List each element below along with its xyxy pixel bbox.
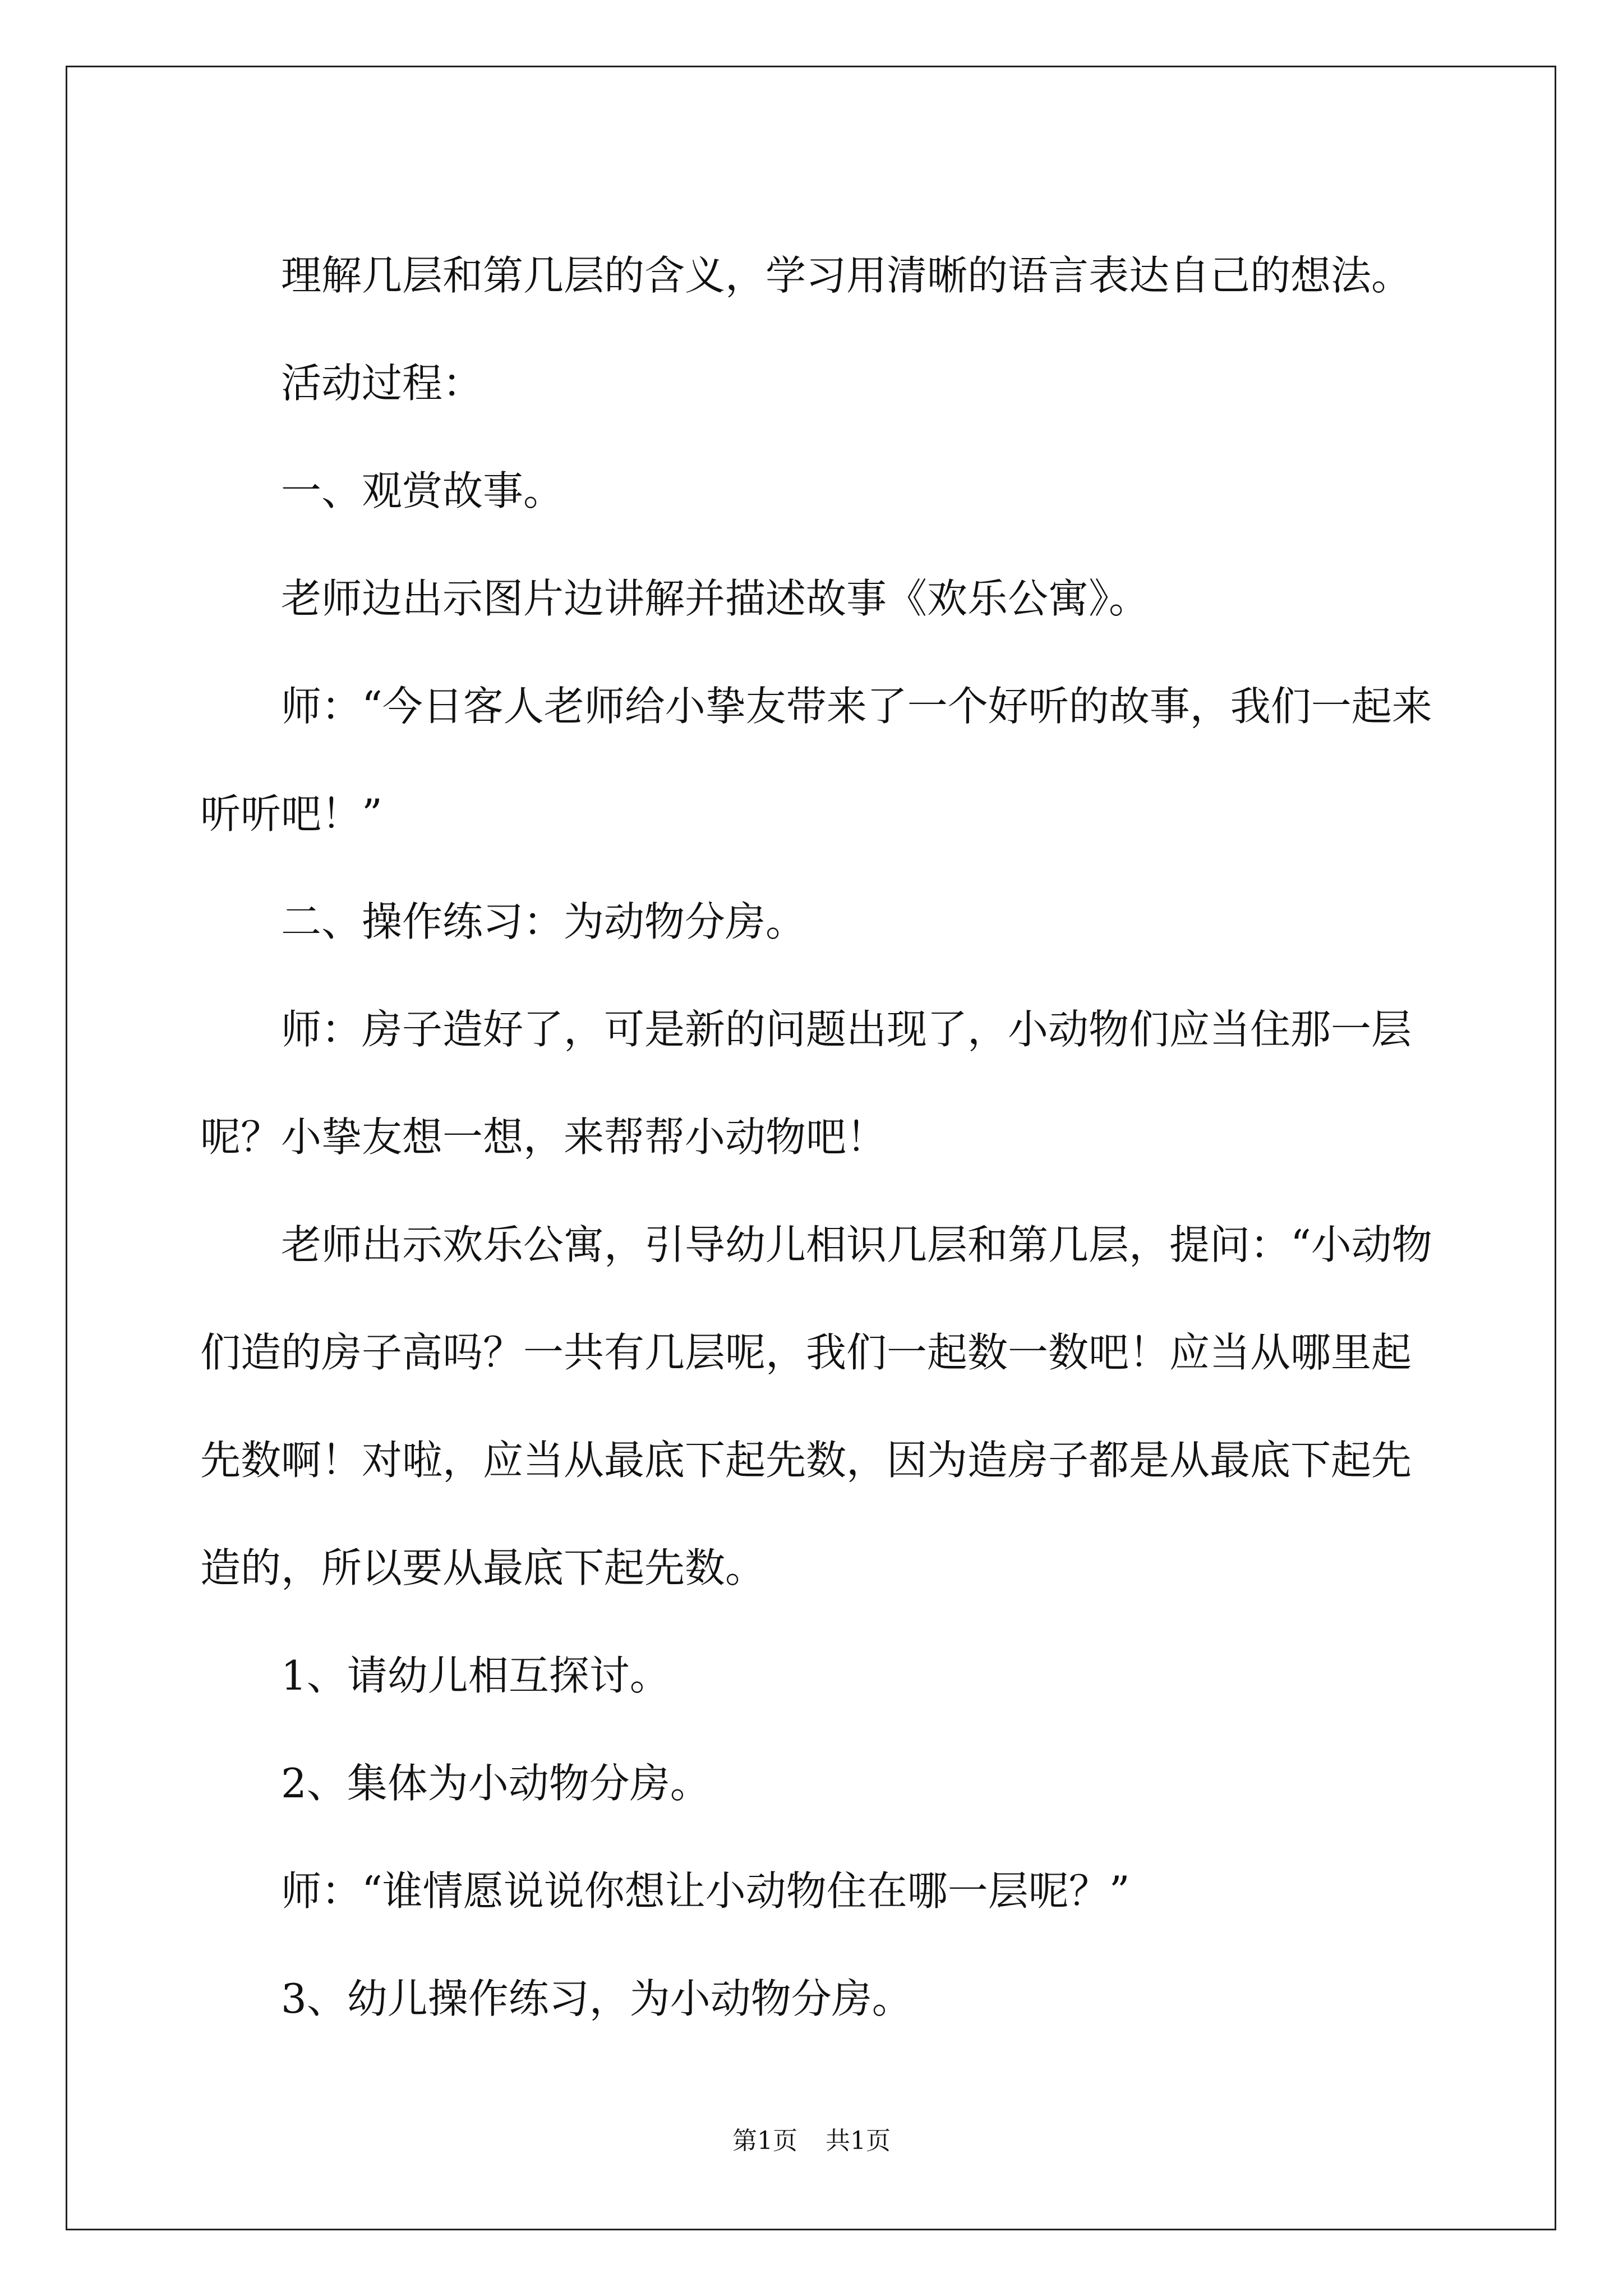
- paragraph-8: 老师出示欢乐公寓，引导幼儿相识几层和第几层，提问：“小动物们造的房子高吗？一共有几层呢，我们一起数一数吧！应当从哪里起先数啊！对啦，应当从最底下起先数，因为造房子都是从最底下起先造的，所以要从最底下起先数。: [200, 1221, 1432, 1591]
- page-footer: [0, 2120, 1623, 2156]
- page-total: 共1页: [826, 2127, 891, 2155]
- paragraph-2: 活动过程：: [281, 360, 483, 407]
- paragraph-9: 1、请幼儿相互探讨。: [281, 1652, 670, 1699]
- paragraph-12: 3、幼儿操作练习，为小动物分房。: [281, 1975, 912, 2022]
- paragraph-10: 2、集体为小动物分房。: [281, 1760, 711, 1807]
- paragraph-1: 理解几层和第几层的含义，学习用清晰的语言表达自己的想法。: [281, 252, 1412, 299]
- document-body: [200, 222, 1434, 2053]
- paragraph-4: 老师边出示图片边讲解并描述故事《欢乐公寓》。: [281, 575, 1150, 622]
- paragraph-5: 师：“今日客人老师给小挚友带来了一个好听的故事，我们一起来听听吧！”: [200, 683, 1432, 838]
- page-number: 第1页: [732, 2127, 797, 2155]
- paragraph-6: 二、操作练习：为动物分房。: [281, 898, 806, 945]
- paragraph-7: 师：房子造好了，可是新的问题出现了，小动物们应当住那一层呢？小挚友想一想，来帮帮小动物吧！: [200, 1006, 1412, 1161]
- paragraph-3: 一、观赏故事。: [281, 467, 564, 514]
- paragraph-11: 师：“谁情愿说说你想让小动物住在哪一层呢？”: [281, 1867, 1130, 1915]
